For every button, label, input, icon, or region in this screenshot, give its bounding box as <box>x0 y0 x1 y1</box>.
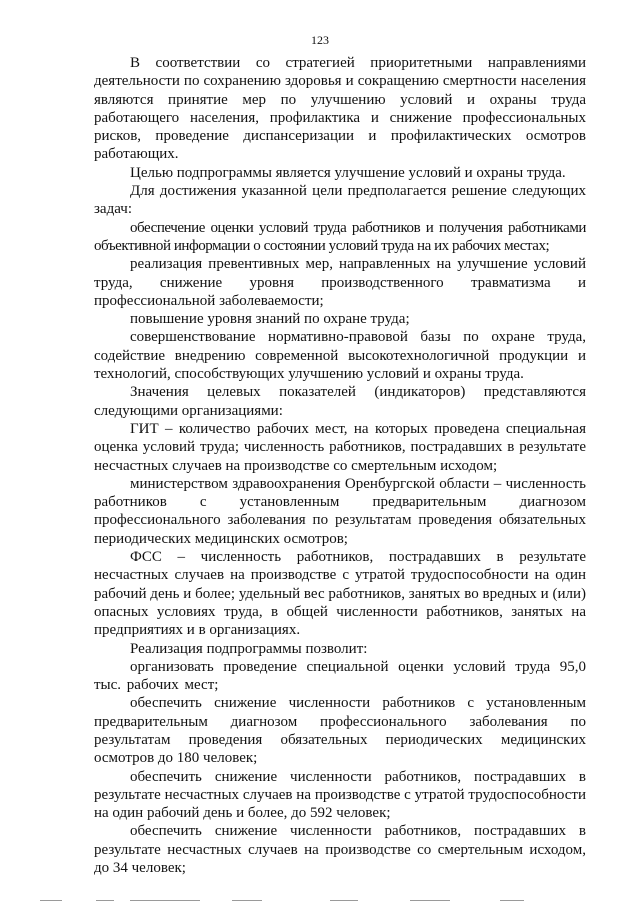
paragraph-ministry: министерством здравоохранения Оренбургской области – численность работников с установленным предварительным диагнозом профессионального заболевания по результатам проведения обязательных периодических медицинских осмотров; <box>94 475 586 547</box>
paragraph-results-intro: Реализация подпрограммы позволит: <box>130 640 368 657</box>
paragraph-fss: ФСС – численность работников, пострадавших в результате несчастных случаев на производстве с утратой трудоспособности на один рабочий день и более; удельный вес работников, занятых во вредных и (или) опасных условиях труда, в общей численности работников, занятых на предприятиях и в организациях. <box>94 549 586 639</box>
paragraph-result-diagnosis: обеспечить снижение численности работников с установленным предварительным диагнозом профессионального заболевания по результатам проведения обязательных периодических медицинских осмотров до 180 человек; <box>94 695 586 767</box>
paragraph-tasks-intro: Для достижения указанной цели предполагается решение следующих задач: <box>94 183 586 218</box>
page-number: 123 <box>311 33 329 47</box>
paragraph-git: ГИТ – количество рабочих мест, на которых проведена специальная оценка условий труда; численность работников, пострадавших в результате несчастных случаев на производстве со смертельным исходом; <box>94 420 586 474</box>
paragraph-result-fatal: обеспечить снижение численности работников, пострадавших в результате несчастных случаев на производстве со смертельным исходом, до 34 человек; <box>94 823 586 877</box>
paragraph-task-assessment: обеспечение оценки условий труда работников и получения работниками объективной информации о состоянии условий труда на их рабочих местах; <box>94 219 586 254</box>
scan-edge-marks <box>0 895 640 901</box>
paragraph-task-knowledge: повышение уровня знаний по охране труда; <box>130 311 410 328</box>
paragraph-strategy: В соответствии со стратегией приоритетными направлениями деятельности по сохранению здоровья и сокращению смертности населения являются принятие мер по улучшению условий и охраны труда работающего населения, профилактика и снижение профессиональных рисков, проведение диспансеризации и профилактических осмотров работающих. <box>94 55 586 163</box>
document-body <box>94 54 586 877</box>
paragraph-indicators-intro: Значения целевых показателей (индикаторов) представляются следующими организациями: <box>94 384 586 419</box>
paragraph-task-preventive: реализация превентивных мер, направленных на улучшение условий труда, снижение уровня производственного травматизма и профессиональной заболеваемости; <box>94 256 586 309</box>
paragraph-result-assessment: организовать проведение специальной оценки условий труда 95,0 тыс. рабочих мест; <box>94 658 586 694</box>
paragraph-task-regulation: совершенствование нормативно-правовой базы по охране труда, содействие внедрению современной высокотехнологичной продукции и технологий, способствующих улучшению условий и охраны труда. <box>94 329 586 383</box>
paragraph-result-disability: обеспечить снижение численности работников, пострадавших в результате несчастных случаев на производстве с утратой трудоспособности на один рабочий день и более, до 592 человек; <box>94 768 586 822</box>
paragraph-goal: Целью подпрограммы является улучшение условий и охраны труда. <box>130 164 566 181</box>
